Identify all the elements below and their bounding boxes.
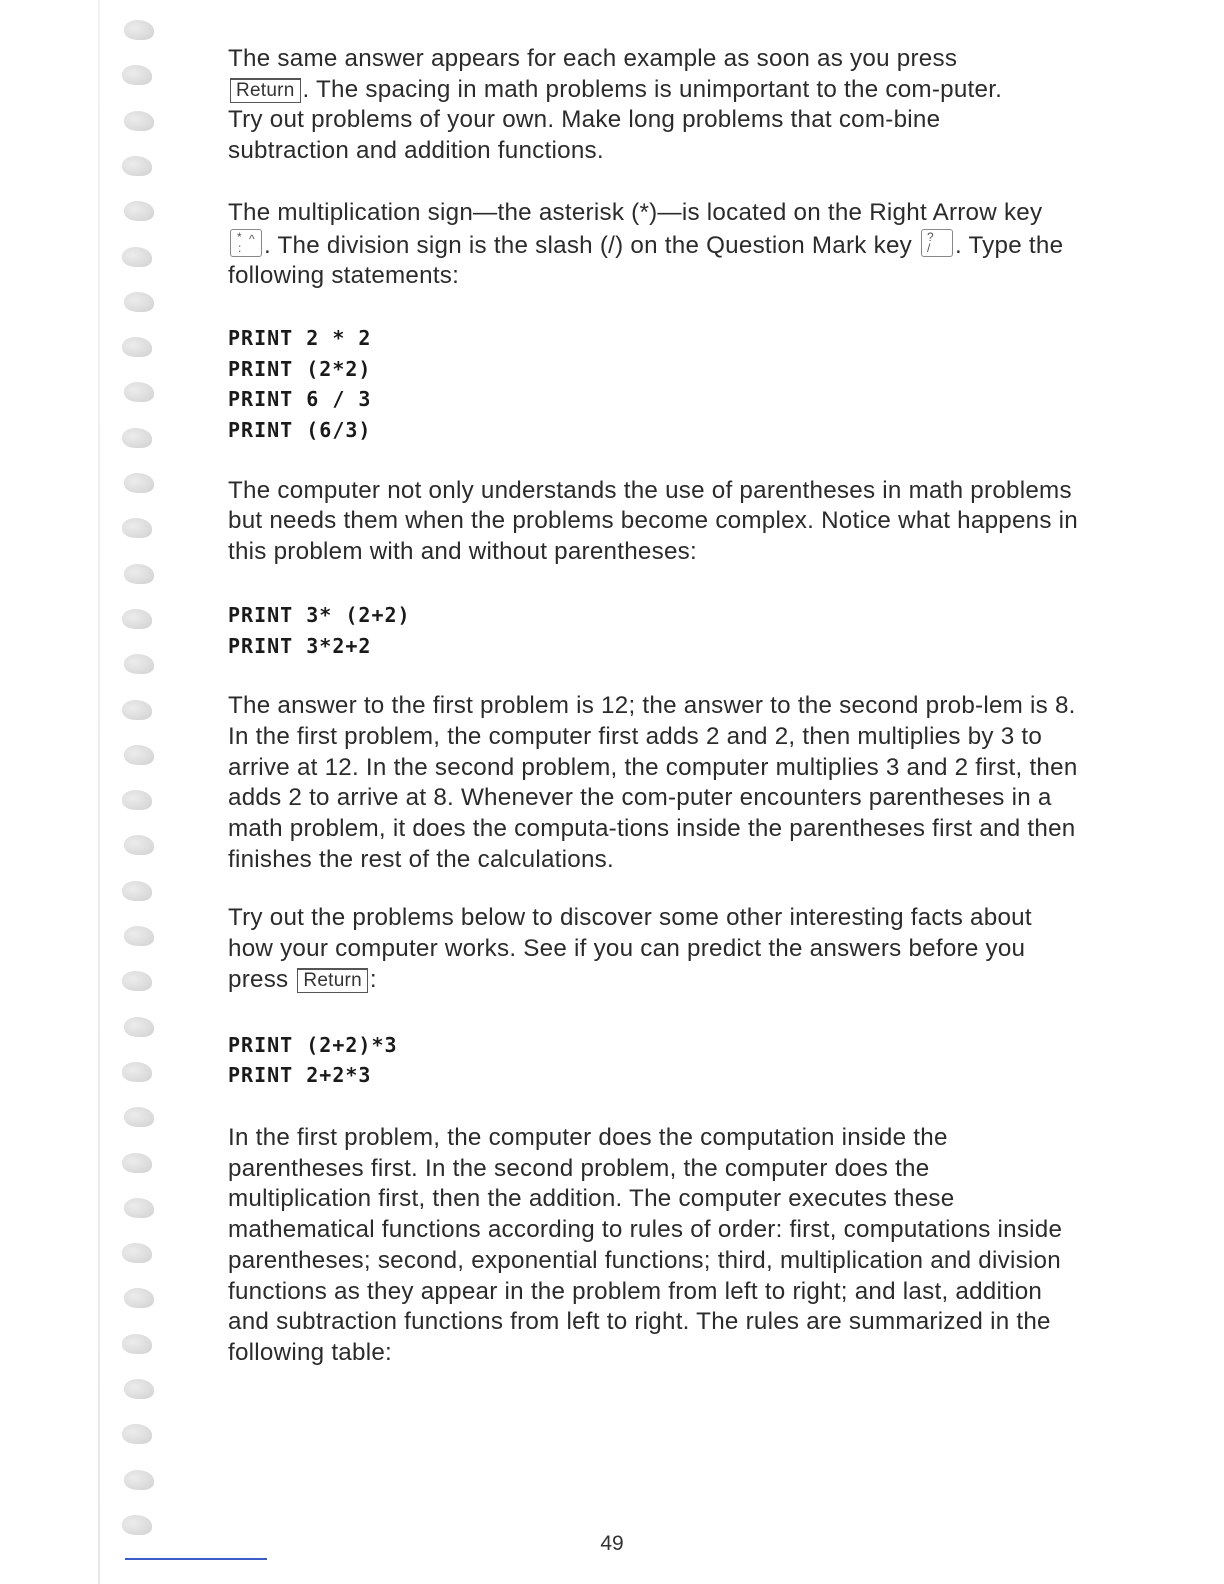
return-key: Return: [297, 968, 368, 993]
binding-hole: [124, 745, 154, 765]
binding-hole: [124, 1107, 154, 1127]
binding-hole: [122, 971, 152, 991]
question-mark-key-bottom-legend: /: [926, 240, 931, 255]
code-block-1: [228, 323, 1088, 446]
paragraph-5: [228, 903, 1048, 995]
page-content: [228, 44, 1088, 1369]
code-line: PRINT 2 * 2: [228, 325, 372, 350]
paragraph-2-text: The multiplication sign—the asterisk (*)—is located on the Right Arrow key: [228, 198, 1043, 226]
binding-hole: [124, 654, 154, 674]
binding-hole: [122, 881, 152, 901]
page-number: 49: [600, 1532, 624, 1555]
binding-hole: [124, 835, 154, 855]
binding-hole: [124, 926, 154, 946]
code-line: PRINT 3*2+2: [228, 633, 372, 658]
code-block-2: [228, 600, 1088, 661]
paragraph-4: The answer to the first problem is 12; the answer to the second prob-lem is 8. In the first problem, the computer first adds 2 and 2, then multiplies by 3 to arrive at 12. In the second problem, the computer multiplies 3 and 2 first, then adds 2 to arrive at 8. Whenever the com-puter encounters parentheses in a math problem, it does the computa-tions inside the parentheses first and then finishes the rest of the calculations.: [228, 692, 1078, 873]
code-line: PRINT (6/3): [228, 418, 372, 443]
binding-hole: [122, 65, 152, 85]
binding-hole: [122, 1243, 152, 1263]
paragraph-5-text: Try out the problems below to discover some other interesting facts about how your computer works. See if you can predict the answers before you press: [228, 904, 1032, 993]
question-mark-key-icon: [921, 229, 953, 257]
binding-hole: [124, 20, 154, 40]
binding-hole: [122, 1424, 152, 1444]
binding-hole: [124, 1017, 154, 1037]
binding-hole: [124, 473, 154, 493]
binding-hole: [124, 1470, 154, 1490]
code-line: PRINT 2+2*3: [228, 1063, 372, 1088]
paragraph-1-text: The same answer appears for each example as soon as you press: [228, 45, 958, 72]
binding-hole: [124, 292, 154, 312]
paragraph-1-continued: . The spacing in math problems is unimportant to the com-puter. Try out problems of your own. Make long problems that com-bine subtraction and addition functions.: [228, 75, 1003, 165]
paragraph-2-continued: . The division sign is the slash (/) on the Question Mark key: [264, 231, 912, 259]
binding-hole: [122, 700, 152, 720]
bottom-rule: [125, 1558, 267, 1560]
binding-hole: [124, 201, 154, 221]
binding-hole: [122, 1062, 152, 1082]
binding-hole: [124, 1288, 154, 1308]
binding-hole: [122, 1153, 152, 1173]
binding-hole: [124, 1198, 154, 1218]
right-arrow-key-top-legend: *: [237, 229, 242, 244]
paragraph-5-end: :: [369, 965, 377, 993]
paragraph-2-end: . Type the following statements:: [228, 231, 1064, 290]
binding-hole: [124, 564, 154, 584]
binding-hole: [122, 1334, 152, 1354]
binding-hole: [124, 1379, 154, 1399]
binding-hole: [122, 247, 152, 267]
paragraph-3: The computer not only understands the use of parentheses in math problems but needs them when the problems become complex. Notice what happens in this problem with and without parentheses:: [228, 476, 1079, 566]
binding-hole: [122, 428, 152, 448]
binding-hole: [124, 111, 154, 131]
binding-hole: [122, 156, 152, 176]
right-arrow-key-right-legend: ^: [249, 231, 255, 246]
binding-holes: [118, 0, 158, 1584]
return-key: Return: [230, 78, 301, 103]
code-line: PRINT (2+2)*3: [228, 1032, 398, 1057]
paragraph-6: In the first problem, the computer does the computation inside the parentheses first. In the second problem, the computer does the multiplication first, then the addition. The computer executes these mathematical functions according to rules of order: first, computations inside parentheses; second, exponential functions; third, multiplication and division functions as they appear in the problem from left to right; and last, addition and subtraction functions from left to right. The rules are summarized in the following table:: [228, 1123, 1063, 1366]
paragraph-2: [228, 198, 1068, 292]
page-edge: [98, 0, 100, 1584]
right-arrow-key-icon: [230, 229, 262, 257]
binding-hole: [122, 790, 152, 810]
right-arrow-key-bottom-legend: :: [238, 240, 242, 255]
binding-hole: [122, 609, 152, 629]
code-line: PRINT (2*2): [228, 356, 372, 381]
binding-hole: [124, 382, 154, 402]
binding-hole: [122, 518, 152, 538]
binding-hole: [122, 337, 152, 357]
code-line: PRINT 3* (2+2): [228, 602, 411, 627]
code-block-3: [228, 1030, 1088, 1091]
question-mark-key-top-legend: ?: [926, 229, 934, 244]
paragraph-1: [228, 44, 1028, 167]
code-line: PRINT 6 / 3: [228, 387, 372, 412]
